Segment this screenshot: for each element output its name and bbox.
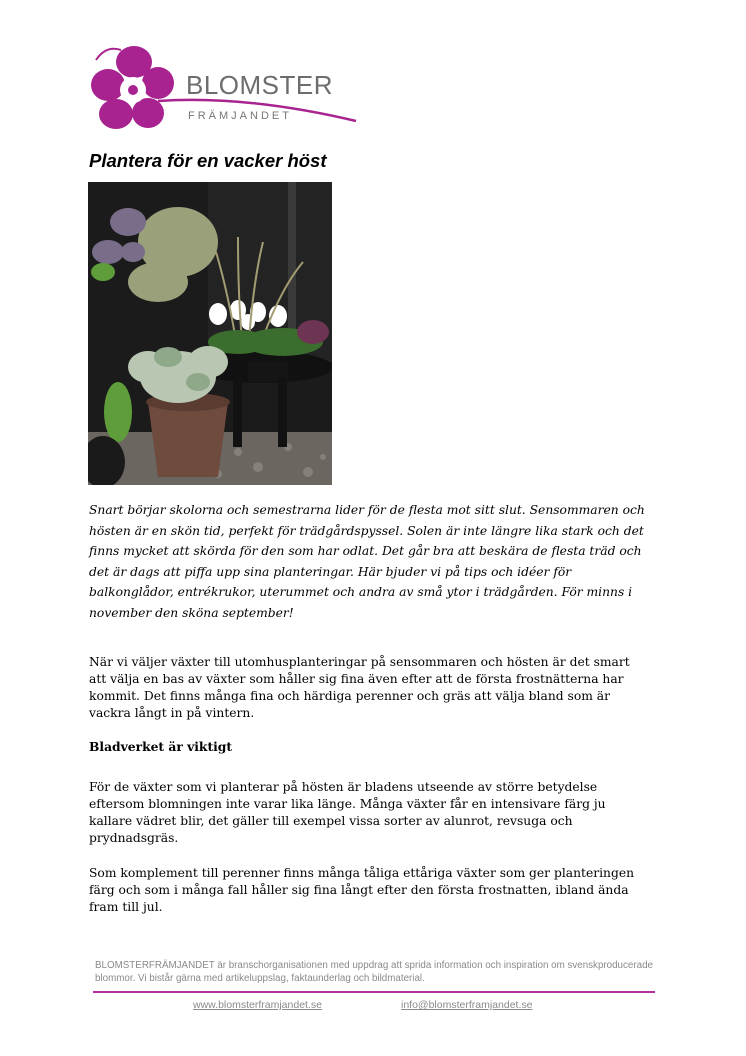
section-heading: Bladverket är viktigt: [89, 739, 233, 754]
logo-wordmark: BLOMSTER: [186, 70, 334, 100]
article-paragraph-2: För de växter som vi planterar på hösten är bladens utseende av större betydelse eftersom blomningen inte varar lika länge. Många växter får en intensivare färg ju kallare vädret blir, det gäller till exempel vissa sorter av alunrot, revsuga och prydnadsgräs.: [89, 780, 606, 845]
email-link[interactable]: info@blomsterframjandet.se: [401, 999, 533, 1011]
article-title: Plantera för en vacker höst: [89, 150, 327, 171]
article-photo: [88, 182, 332, 485]
article-paragraph-3: Som komplement till perenner finns många tåliga ettåriga växter som ger planteringen färg och som i många fall håller sig fina långt efter den första frostnatten, ibland ända fram till jul.: [89, 866, 635, 914]
website-link[interactable]: www.blomsterframjandet.se: [193, 999, 322, 1011]
logo-subtitle: FRÄMJANDET: [188, 110, 292, 122]
logo: [86, 40, 366, 140]
footer-description: BLOMSTERFRÄMJANDET är branschorganisationen med uppdrag att sprida information och inspiration om svenskproducerade blommor. Vi bistår gärna med artikeluppslag, faktaunderlag och bildmaterial.: [95, 960, 653, 984]
footer-divider: [93, 991, 655, 993]
article-paragraph-1: När vi väljer växter till utomhusplanteringar på sensommaren och hösten är det smart att välja en bas av växter som håller sig fina även efter att de första frostnätterna har kommit. Det finns många fina och härdiga perenner och gräs att välja bland som är vackra långt in på vintern.: [89, 655, 630, 720]
article-intro: Snart börjar skolorna och semestrarna lider för de flesta mot sitt slut. Sensommaren och hösten är en skön tid, perfekt för trädgårdspyssel. Solen är inte längre lika stark och det finns mycket att skörda för den som har odlat. Det går bra att beskära de flesta träd och det är dags att piffa upp sina planteringar. Här bjuder vi på tips och idéer för balkonglådor, entrékrukor, uterummet och andra av små ytor i trädgården. För minns i november den sköna september!: [89, 503, 645, 620]
